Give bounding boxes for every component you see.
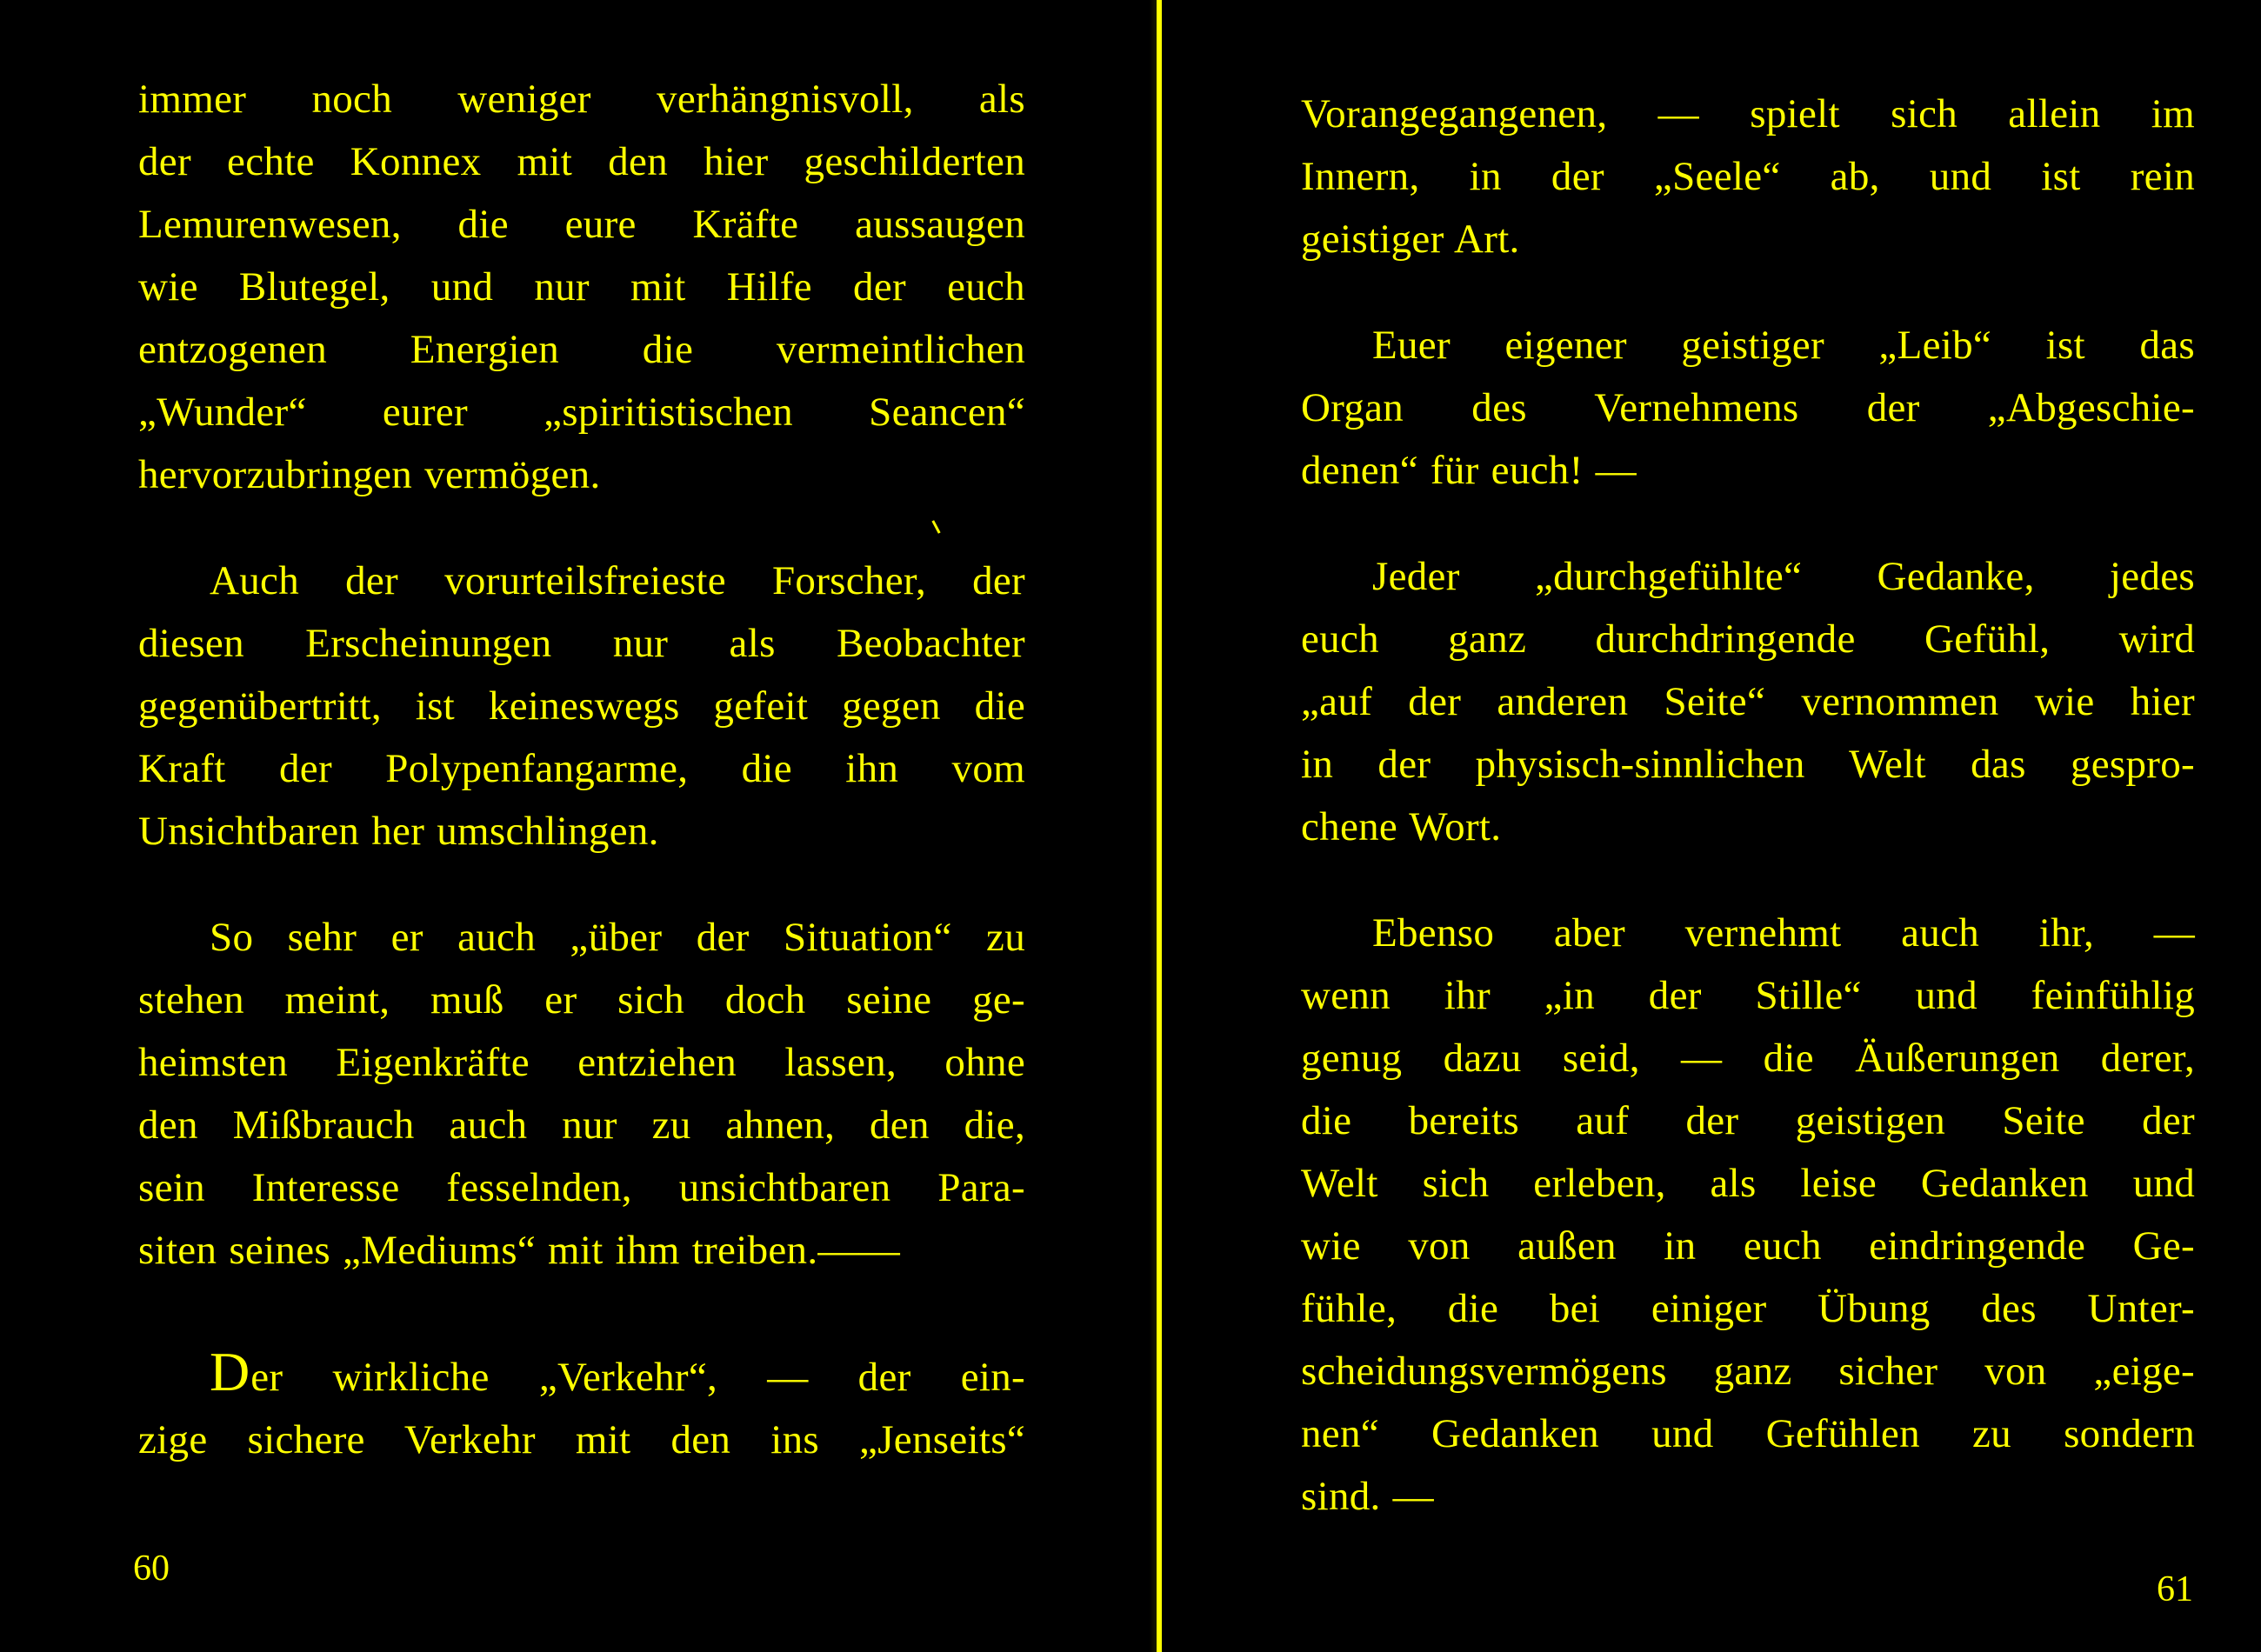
drop-cap: D: [210, 1341, 251, 1402]
text-line-rest: er wirkliche „Verkehr“, — der ein-: [250, 1355, 1025, 1400]
text-line: diesen Erscheinungen nur als Beobachter: [138, 621, 1025, 666]
text-line: chene Wort.: [1301, 804, 1502, 849]
gutter-shadow: [1150, 0, 1157, 1652]
text-line: hervorzubringen vermögen.: [138, 452, 601, 497]
text-line: wie Blutegel, und nur mit Hilfe der euch: [138, 264, 1025, 310]
text-line: den Mißbrauch auch nur zu ahnen, den die,: [138, 1102, 1025, 1148]
text-line: Vorangegangenen, — spielt sich allein im: [1301, 91, 2195, 137]
right-paragraph-3: [1301, 545, 2195, 858]
text-line: denen“ für euch! —: [1301, 448, 1637, 493]
text-line: wie von außen in euch eindringende Ge-: [1301, 1223, 2195, 1269]
text-line: Kraft der Polypenfangarme, die ihn vom: [138, 746, 1025, 791]
text-line: So sehr er auch „über der Situation“ zu: [210, 915, 1025, 960]
text-line: [138, 1341, 1025, 1409]
right-page: [1162, 0, 2261, 1652]
text-line: scheidungsvermögens ganz sicher von „eige-: [1301, 1349, 2195, 1394]
text-line: „auf der anderen Seite“ vernommen wie hier: [1301, 679, 2195, 724]
text-line: Jeder „durchgefühlte“ Gedanke, jedes: [1372, 554, 2195, 599]
text-line: die bereits auf der geistigen Seite der: [1301, 1098, 2195, 1143]
text-line: Welt sich erleben, als leise Gedanken und: [1301, 1161, 2195, 1206]
text-line: wenn ihr „in der Stille“ und feinfühlig: [1301, 973, 2195, 1018]
text-line: zige sichere Verkehr mit den ins „Jenseits“: [138, 1417, 1025, 1462]
right-paragraph-4: [1301, 902, 2195, 1528]
text-line: fühle, die bei einiger Übung des Unter-: [1301, 1286, 2195, 1331]
text-line: Organ des Vernehmens der „Abgeschie-: [1301, 385, 2195, 430]
left-paragraph-2: [138, 550, 1025, 863]
right-paragraph-1: [1301, 83, 2195, 270]
text-line: Innern, in der „Seele“ ab, und ist rein: [1301, 154, 2195, 199]
right-page-text: [1301, 83, 2195, 1571]
text-line: der echte Konnex mit den hier geschilderten: [138, 139, 1025, 184]
text-line: nen“ Gedanken und Gefühlen zu sondern: [1301, 1411, 2195, 1456]
page-number: 60: [133, 1549, 170, 1589]
text-line: gegenübertritt, ist keineswegs gefeit gegen die: [138, 683, 1025, 729]
text-line: immer noch weniger verhängnisvoll, als: [138, 77, 1025, 122]
text-line: geistiger Art.: [1301, 216, 1520, 262]
text-line: stehen meint, muß er sich doch seine ge-: [138, 977, 1025, 1023]
text-line: genug dazu seid, — die Äußerungen derer,: [1301, 1036, 2195, 1081]
text-line: heimsten Eigenkräfte entziehen lassen, ohne: [138, 1040, 1025, 1085]
text-line: Auch der vorurteilsfreieste Forscher, der: [210, 558, 1025, 603]
text-line: siten seines „Mediums“ mit ihm treiben.——: [138, 1228, 900, 1273]
left-paragraph-4: [138, 1341, 1025, 1471]
text-line: entzogenen Energien die vermeintlichen: [138, 327, 1025, 372]
left-paragraph-3: [138, 906, 1025, 1282]
text-line: Lemurenwesen, die eure Kräfte aussaugen: [138, 202, 1025, 247]
text-line: sein Interesse fesselnden, unsichtbaren Para-: [138, 1165, 1025, 1210]
text-line: sind. —: [1301, 1474, 1434, 1519]
left-page-text: [138, 68, 1025, 1515]
text-line: Unsichtbaren her umschlingen.: [138, 809, 659, 854]
text-line: euch ganz durchdringende Gefühl, wird: [1301, 616, 2195, 662]
right-paragraph-2: [1301, 314, 2195, 502]
text-line: in der physisch-sinnlichen Welt das gespro-: [1301, 742, 2195, 787]
text-line: Euer eigener geistiger „Leib“ ist das: [1372, 323, 2195, 368]
left-paragraph-1: [138, 68, 1025, 506]
page-number: 61: [2157, 1569, 2193, 1609]
text-line: „Wunder“ eurer „spiritistischen Seancen“: [138, 390, 1025, 435]
text-line: Ebenso aber vernehmt auch ihr, —: [1372, 910, 2195, 956]
